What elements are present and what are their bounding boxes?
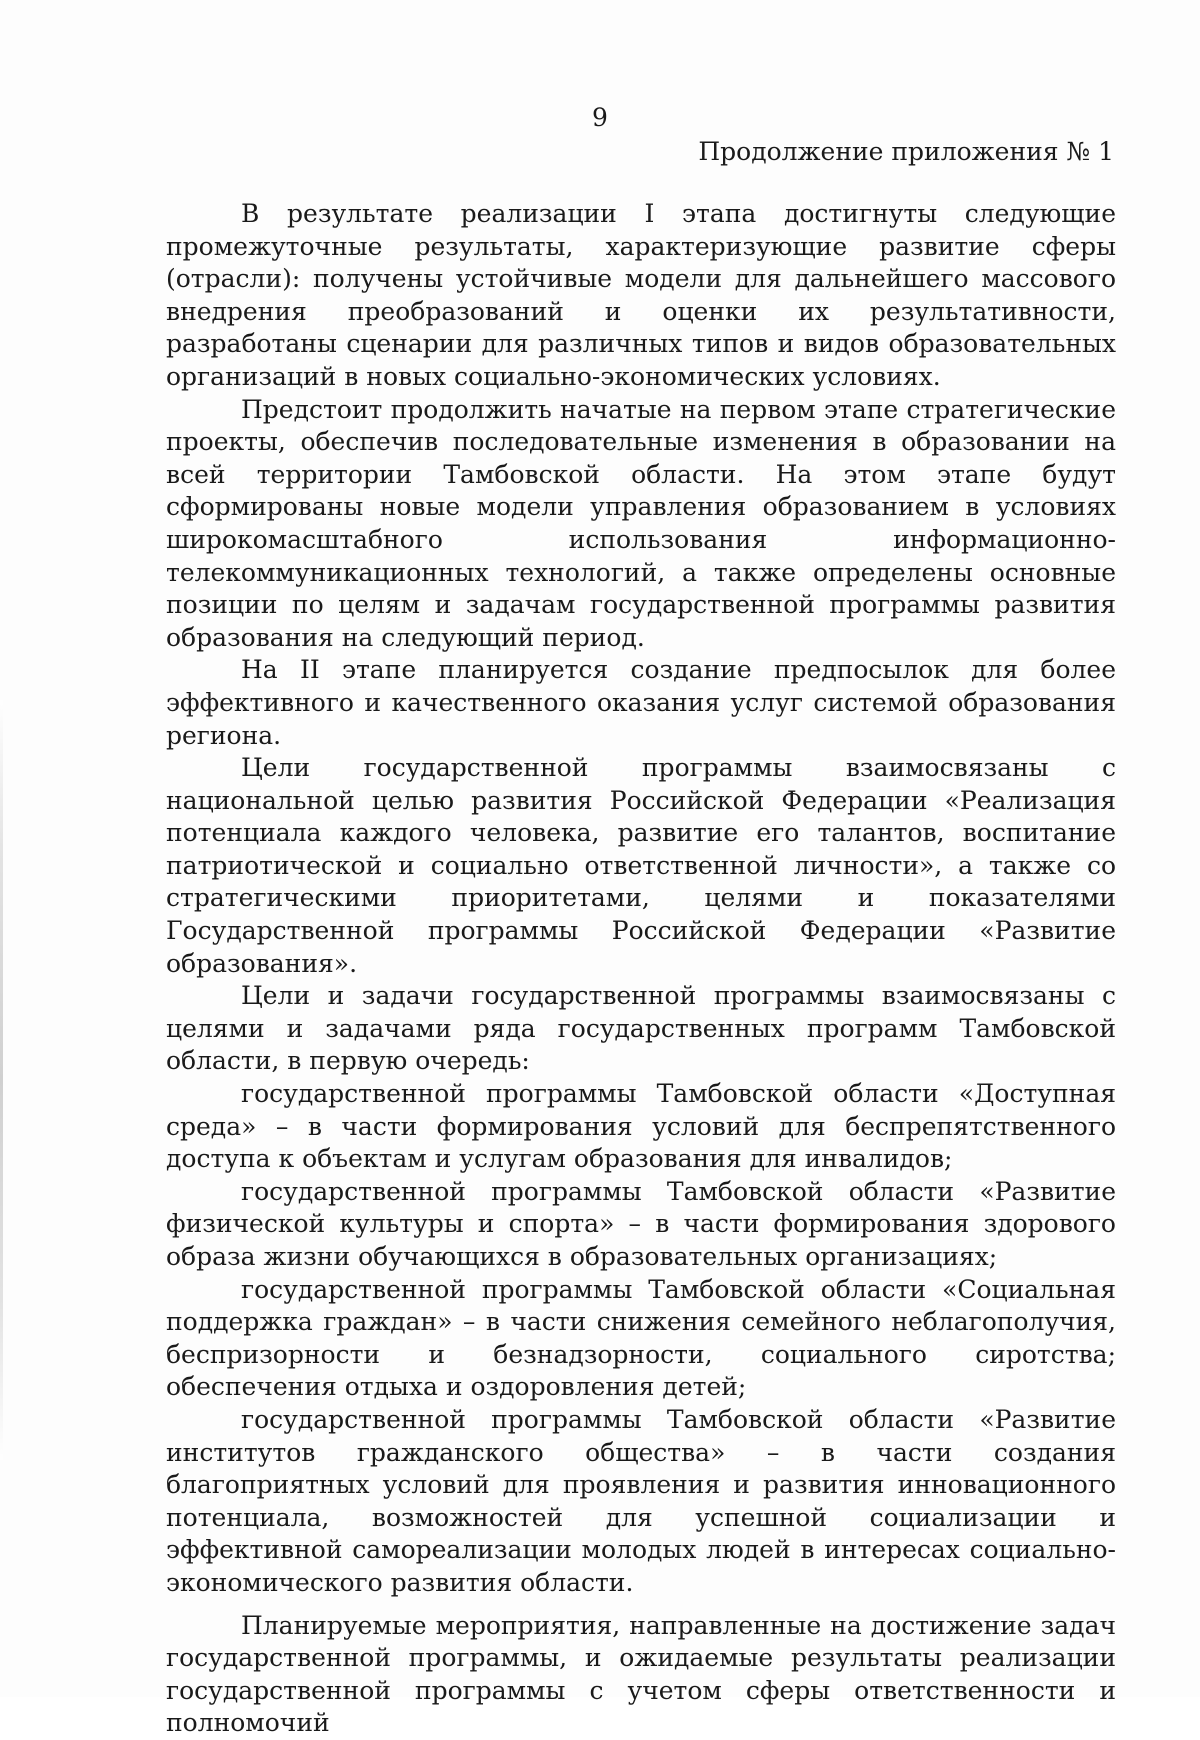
paragraph-national-goals: Цели государственной программы взаимосвязаны с национальной целью развития Российской Федерации «Реализация потенциала каждого человека, развитие его талантов, воспитание патриотической и социально ответственной личности», а также со стратегическими приоритетами, целями и показателями Государственной программы Российской Федерации «Развитие образования». (166, 753, 1116, 978)
scan-edge-shadow (0, 700, 3, 1460)
paragraph-stage-two: На II этапе планируется создание предпосылок для более эффективного и качественного оказания услуг системой образования региона. (166, 655, 1116, 750)
list-item-civil-society: государственной программы Тамбовской области «Развитие институтов гражданского общества» – в части создания благоприятных условий для проявления и развития инновационного потенциала, возможностей для успешной социализации и эффективной самореализации молодых людей в интересах социально-экономического развития области. (166, 1404, 1116, 1597)
paragraph-stage-one-results: В результате реализации I этапа достигнуты следующие промежуточные результаты, характеризующие развитие сферы (отрасли): получены устойчивые модели для дальнейшего массового внедрения преобразований и оценки их результативности, разработаны сценарии для различных типов и видов образовательных организаций в новых социально-экономических условиях. (166, 199, 1116, 391)
appendix-continuation-label: Продолжение приложения № 1 (698, 137, 1114, 166)
paragraph-planned-activities: Планируемые мероприятия, направленные на достижение задач государственной программы, и ожидаемые результаты реализации государственной программы с учетом сферы ответственности и полномочий (166, 1610, 1116, 1738)
list-item-accessible-environment: государственной программы Тамбовской области «Доступная среда» – в части формирования условий для беспрепятственного доступа к объектам и услугам образования для инвалидов; (166, 1079, 1116, 1174)
paragraph-strategic-projects: Предстоит продолжить начатые на первом этапе стратегические проекты, обеспечив последовательные изменения в образовании на всей территории Тамбовской области. На этом этапе будут сформированы новые модели управления образованием в условиях широкомасштабного использования информационно-телекоммуникационных технологий, а также определены основные позиции по целям и задачам государственной программы развития образования на следующий период. (166, 394, 1116, 652)
page-number: 9 (592, 103, 608, 132)
paragraph-regional-programs: Цели и задачи государственной программы взаимосвязаны с целями и задачами ряда государственных программ Тамбовской области, в первую очередь: (166, 981, 1116, 1076)
list-item-social-support: государственной программы Тамбовской области «Социальная поддержка граждан» – в части снижения семейного неблагополучия, беспризорности и безнадзорности, социального сиротства; обеспечения отдыха и оздоровления детей; (166, 1274, 1116, 1402)
document-body (166, 198, 1116, 1740)
list-item-physical-culture: государственной программы Тамбовской области «Развитие физической культуры и спорта» – в части формирования здорового образа жизни обучающихся в образовательных организациях; (166, 1176, 1116, 1271)
